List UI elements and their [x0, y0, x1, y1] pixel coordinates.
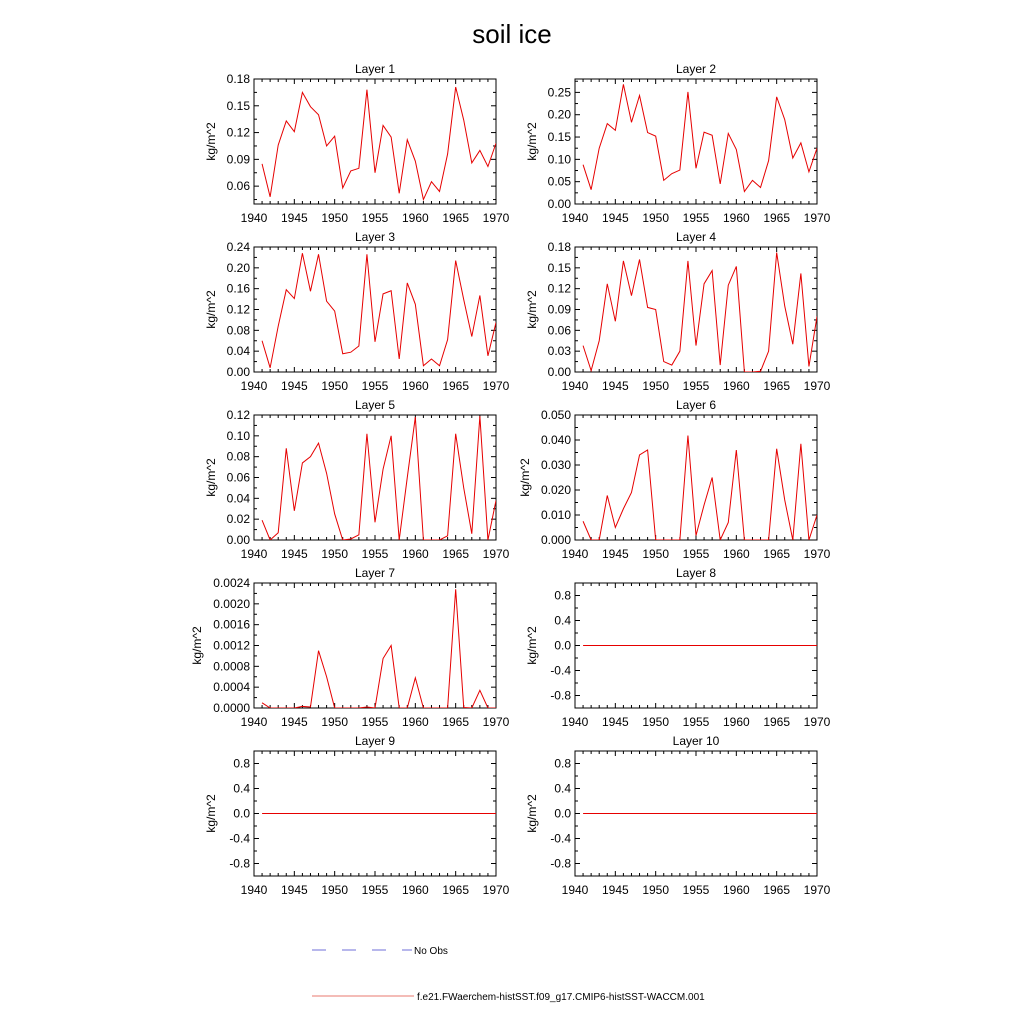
layer-2-xtick-label: 1960	[722, 211, 750, 225]
layer-3-ylabel: kg/m^2	[203, 290, 218, 329]
layer-7-ytick-label: 0.0004	[213, 680, 250, 695]
layer-5-xtick-label: 1955	[361, 547, 389, 561]
layer-10-ytick-label: -0.4	[550, 831, 571, 846]
legend-model-label: f.e21.FWaerchem-histSST.f09_g17.CMIP6-histSST-WACCM.001	[417, 992, 705, 1003]
layer-10-xtick-label: 1945	[601, 883, 629, 897]
layer-9-xtick-label: 1970	[482, 883, 510, 897]
layer-9-xtick-label: 1945	[280, 883, 308, 897]
layer-1-xtick-label: 1970	[482, 211, 510, 225]
layer-5-ytick-label: 0.08	[226, 449, 250, 464]
layer-1-ytick-label: 0.15	[226, 98, 250, 113]
layer-1-xtick-label: 1955	[361, 211, 389, 225]
layer-2-ytick-label: 0.05	[547, 174, 571, 189]
layer-6-xtick-label: 1965	[763, 547, 791, 561]
layer-4-ytick-label: 0.15	[547, 260, 571, 275]
layer-8-xtick-label: 1950	[642, 715, 670, 729]
layer-6-ytick-label: 0.040	[540, 433, 571, 447]
layer-9-panel	[204, 734, 510, 897]
layer-2-ytick-label: 0.25	[547, 85, 571, 100]
layer-7-ytick-label: 0.0016	[213, 617, 250, 632]
layer-2-xtick-label: 1945	[601, 211, 629, 225]
layer-4-frame	[575, 247, 817, 372]
layer-10-ytick-label: 0.0	[554, 806, 571, 821]
layer-2-xtick-label: 1940	[561, 211, 589, 225]
layer-4-xtick-label: 1955	[682, 379, 710, 393]
layer-4-xtick-label: 1965	[763, 379, 791, 393]
layer-1-series-line	[262, 87, 496, 199]
layer-3-series-line	[262, 253, 496, 368]
layer-6-ytick-label: 0.010	[540, 508, 571, 522]
layer-6-series-line	[583, 436, 817, 541]
layer-5-xtick-label: 1970	[482, 547, 510, 561]
layer-2-xtick-label: 1950	[642, 211, 670, 225]
layer-8-title: Layer 8	[675, 566, 717, 580]
layer-7-xtick-label: 1950	[321, 715, 349, 729]
layer-5-ytick-label: 0.02	[226, 512, 250, 527]
layer-7-title: Layer 7	[354, 566, 396, 580]
layer-2-xtick-label: 1955	[682, 211, 710, 225]
layer-7-xtick-label: 1965	[442, 715, 470, 729]
layer-10-xtick-label: 1955	[682, 883, 710, 897]
layer-10-xtick-label: 1950	[642, 883, 670, 897]
layer-5-title: Layer 5	[354, 398, 396, 412]
layer-5-ytick-label: 0.12	[226, 408, 250, 422]
layer-2-ylabel: kg/m^2	[524, 122, 539, 161]
layer-3-xtick-label: 1965	[442, 379, 470, 393]
layer-3-ytick-label: 0.08	[226, 323, 250, 338]
layer-1-ytick-label: 0.09	[226, 152, 250, 167]
layer-3-xtick-label: 1950	[321, 379, 349, 393]
layer-10-xtick-label: 1940	[561, 883, 589, 897]
legend-no-obs-label: No Obs	[414, 946, 448, 957]
layer-6-xtick-label: 1970	[803, 547, 831, 561]
layer-5-ytick-label: 0.00	[226, 533, 250, 547]
layer-9-ytick-label: 0.0	[233, 806, 250, 821]
layer-4-xtick-label: 1945	[601, 379, 629, 393]
layer-3-ytick-label: 0.24	[226, 240, 250, 254]
layer-7-xtick-label: 1960	[401, 715, 429, 729]
layer-5-ytick-label: 0.10	[226, 428, 250, 443]
layer-1-ylabel: kg/m^2	[203, 122, 218, 161]
layer-3-xtick-label: 1940	[240, 379, 268, 393]
layer-3-ytick-label: 0.04	[226, 344, 250, 359]
layer-6-xtick-label: 1955	[682, 547, 710, 561]
layer-4-ytick-label: 0.00	[547, 365, 571, 379]
layer-6-xtick-label: 1960	[722, 547, 750, 561]
layer-7-series-line	[262, 589, 496, 708]
layer-4-ytick-label: 0.18	[547, 240, 571, 254]
layer-6-ytick-label: 0.000	[540, 533, 571, 547]
layer-6-ytick-label: 0.020	[540, 483, 571, 497]
layer-8-ytick-label: -0.8	[550, 688, 571, 703]
layer-7-ylabel: kg/m^2	[190, 626, 205, 665]
layer-6-ylabel: kg/m^2	[518, 458, 532, 497]
layer-1-ytick-label: 0.06	[226, 179, 250, 194]
layer-4-panel	[525, 230, 831, 393]
layer-9-ytick-label: 0.8	[233, 756, 250, 771]
layer-1-title: Layer 1	[354, 62, 396, 76]
layer-8-xtick-label: 1940	[561, 715, 589, 729]
layer-2-panel	[525, 62, 831, 225]
layer-10-ytick-label: -0.8	[550, 856, 571, 871]
layer-5-xtick-label: 1960	[401, 547, 429, 561]
layer-2-ytick-label: 0.10	[547, 152, 571, 167]
layer-9-xtick-label: 1960	[401, 883, 429, 897]
layer-2-series-line	[583, 84, 817, 191]
layer-4-ytick-label: 0.06	[547, 323, 571, 338]
layer-7-xtick-label: 1945	[280, 715, 308, 729]
layer-3-ytick-label: 0.16	[226, 281, 250, 296]
layer-10-panel	[525, 734, 831, 897]
layer-6-xtick-label: 1945	[601, 547, 629, 561]
layer-5-ylabel: kg/m^2	[203, 458, 218, 497]
layer-9-ytick-label: -0.4	[229, 831, 250, 846]
layer-8-ytick-label: 0.4	[554, 613, 571, 628]
layer-8-ylabel: kg/m^2	[524, 626, 539, 665]
legend	[312, 946, 705, 1003]
layer-3-ytick-label: 0.12	[226, 302, 250, 317]
layer-8-xtick-label: 1970	[803, 715, 831, 729]
layer-6-panel	[518, 398, 831, 561]
layer-5-ytick-label: 0.06	[226, 470, 250, 485]
layer-4-xtick-label: 1940	[561, 379, 589, 393]
layer-5-ytick-label: 0.04	[226, 491, 250, 506]
layer-10-xtick-label: 1970	[803, 883, 831, 897]
layer-7-ytick-label: 0.0008	[213, 659, 250, 674]
layer-8-panel	[525, 566, 831, 729]
layer-2-frame	[575, 79, 817, 204]
main-title: soil ice	[472, 19, 552, 49]
layer-6-ytick-label: 0.030	[540, 458, 571, 472]
layer-5-xtick-label: 1965	[442, 547, 470, 561]
layer-9-title: Layer 9	[354, 734, 396, 748]
layer-7-ytick-label: 0.0024	[213, 576, 250, 590]
panels	[190, 62, 830, 897]
layer-3-frame	[254, 247, 496, 372]
layer-2-ytick-label: 0.15	[547, 130, 571, 145]
layer-2-xtick-label: 1970	[803, 211, 831, 225]
layer-9-xtick-label: 1955	[361, 883, 389, 897]
layer-7-xtick-label: 1970	[482, 715, 510, 729]
layer-10-ytick-label: 0.4	[554, 781, 571, 796]
layer-4-xtick-label: 1970	[803, 379, 831, 393]
layer-8-xtick-label: 1945	[601, 715, 629, 729]
layer-10-title: Layer 10	[672, 734, 720, 748]
layer-3-panel	[204, 230, 510, 393]
layer-3-xtick-label: 1960	[401, 379, 429, 393]
layer-1-xtick-label: 1965	[442, 211, 470, 225]
layer-1-xtick-label: 1940	[240, 211, 268, 225]
layer-1-xtick-label: 1960	[401, 211, 429, 225]
layer-4-xtick-label: 1950	[642, 379, 670, 393]
layer-1-xtick-label: 1950	[321, 211, 349, 225]
layer-7-ytick-label: 0.0020	[213, 596, 250, 611]
layer-4-ytick-label: 0.09	[547, 302, 571, 317]
layer-9-ytick-label: 0.4	[233, 781, 250, 796]
layer-9-xtick-label: 1965	[442, 883, 470, 897]
layer-1-panel	[204, 62, 510, 225]
layer-4-title: Layer 4	[675, 230, 717, 244]
layer-6-title: Layer 6	[675, 398, 717, 412]
layer-10-ylabel: kg/m^2	[524, 794, 539, 833]
layer-4-ylabel: kg/m^2	[524, 290, 539, 329]
layer-1-frame	[254, 79, 496, 204]
layer-5-panel	[204, 398, 510, 561]
layer-10-ytick-label: 0.8	[554, 756, 571, 771]
layer-8-ytick-label: 0.0	[554, 638, 571, 653]
layer-3-title: Layer 3	[354, 230, 396, 244]
layer-7-xtick-label: 1940	[240, 715, 268, 729]
layer-5-series-line	[262, 416, 496, 540]
layer-3-xtick-label: 1945	[280, 379, 308, 393]
layer-3-ytick-label: 0.00	[226, 365, 250, 379]
layer-10-xtick-label: 1965	[763, 883, 791, 897]
layer-5-xtick-label: 1950	[321, 547, 349, 561]
layer-8-xtick-label: 1955	[682, 715, 710, 729]
layer-6-xtick-label: 1940	[561, 547, 589, 561]
layer-2-xtick-label: 1965	[763, 211, 791, 225]
layer-9-ylabel: kg/m^2	[203, 794, 218, 833]
layer-5-xtick-label: 1945	[280, 547, 308, 561]
layer-6-xtick-label: 1950	[642, 547, 670, 561]
layer-3-xtick-label: 1955	[361, 379, 389, 393]
layer-8-ytick-label: 0.8	[554, 588, 571, 603]
layer-7-panel	[190, 566, 509, 729]
layer-4-ytick-label: 0.03	[547, 344, 571, 359]
layer-10-xtick-label: 1960	[722, 883, 750, 897]
layer-3-xtick-label: 1970	[482, 379, 510, 393]
layer-3-ytick-label: 0.20	[226, 260, 250, 275]
layer-8-ytick-label: -0.4	[550, 663, 571, 678]
layer-2-ytick-label: 0.20	[547, 107, 571, 122]
layer-4-series-line	[583, 253, 817, 372]
layer-8-xtick-label: 1960	[722, 715, 750, 729]
layer-2-ytick-label: 0.00	[547, 197, 571, 211]
layer-1-xtick-label: 1945	[280, 211, 308, 225]
layer-7-ytick-label: 0.0012	[213, 638, 250, 653]
layer-1-ytick-label: 0.18	[226, 72, 250, 86]
layer-6-ytick-label: 0.050	[540, 408, 571, 422]
layer-2-title: Layer 2	[675, 62, 717, 76]
layer-7-xtick-label: 1955	[361, 715, 389, 729]
layer-4-ytick-label: 0.12	[547, 281, 571, 296]
layer-9-xtick-label: 1950	[321, 883, 349, 897]
layer-8-xtick-label: 1965	[763, 715, 791, 729]
layer-1-ytick-label: 0.12	[226, 125, 250, 140]
layer-5-xtick-label: 1940	[240, 547, 268, 561]
layer-4-xtick-label: 1960	[722, 379, 750, 393]
layer-9-xtick-label: 1940	[240, 883, 268, 897]
layer-7-ytick-label: 0.0000	[213, 701, 250, 715]
layer-9-ytick-label: -0.8	[229, 856, 250, 871]
